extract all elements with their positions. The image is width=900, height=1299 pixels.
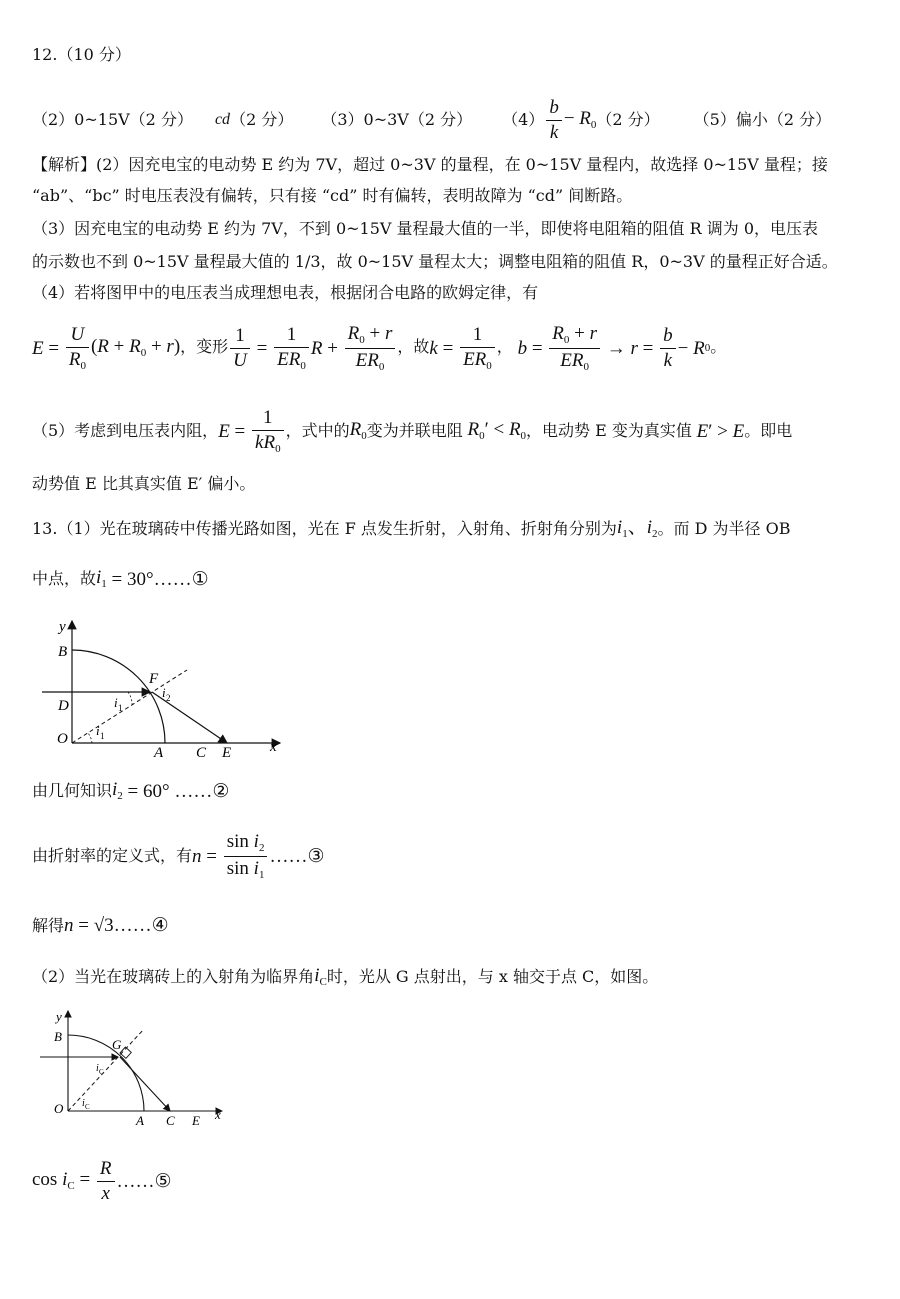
- fig2-label-C: C: [166, 1113, 175, 1128]
- l7-text-c: 变为并联电阻: [366, 421, 463, 441]
- fig2-label-A: A: [136, 1113, 144, 1128]
- q13-text-3a: 由几何知识: [32, 781, 113, 800]
- q13-line-1: 13.（1）光在玻璃砖中传播光路如图，光在 F 点发生折射，入射角、折射角分别为 $i_1$、$i_2$ 。而 D 为半径 OB: [32, 517, 791, 540]
- analysis-line-7: （5）考虑到电压表内阻， E = $\frac{1}{kR_0}$ ，式中的 $R_0$ 变为并联电阻 $R_0' < R_0$ ，电动势 E 变为真实值 E′ > E 。即电: [32, 407, 793, 455]
- fig1-label-E: E: [222, 745, 232, 760]
- q13-line-7: $\cos i_C$ = $\frac{R}{x}$ ……⑤: [32, 1158, 172, 1204]
- answer-3: （3）0~3V（2 分）: [321, 110, 473, 130]
- q13-text-1b: 。而 D 为半径 OB: [657, 519, 791, 538]
- svg-text:i: i: [96, 1063, 99, 1074]
- q13-text-7b: ……⑤: [116, 1170, 172, 1192]
- figure-1-light-path: [32, 615, 292, 760]
- fig1-label-F: F: [149, 671, 159, 687]
- q13-line-3: 由几何知识 $i_2$ = 60° ……②: [32, 779, 230, 802]
- fig1-label-i1-upper: i: [114, 695, 118, 710]
- q13-line-4: 由折射率的定义式，有 n = $\frac{\sin i_2}{\sin i_1}$ ……③: [32, 831, 325, 881]
- svg-text:2: 2: [166, 693, 171, 703]
- l7-text-e: 。即电: [744, 421, 793, 441]
- answer-2-score: （2 分）: [230, 110, 294, 130]
- answer-2: （2）0~15V（2 分）: [32, 110, 193, 130]
- l7-text-d: ，电动势 E 变为真实值: [526, 421, 692, 441]
- fig2-label-O: O: [54, 1101, 64, 1116]
- q13-text-6b: 时，光从 G 点射出，与 x 轴交于点 C，如图。: [326, 967, 659, 986]
- analysis-line-2: “ab”、“bc” 时电压表没有偏转，只有接 “cd” 时有偏转，表明故障为 “cd” 间断路。: [32, 186, 633, 205]
- eq-text-1: ，变形: [180, 339, 229, 357]
- q13-text-4b: ……③: [269, 845, 325, 867]
- fig1-label-C: C: [196, 745, 207, 760]
- fig2-label-x: x: [215, 1107, 221, 1122]
- analysis-line-8: 动势值 E 比其真实值 E′ 偏小。: [32, 474, 256, 493]
- answer-5: （5）偏小（2 分）: [693, 110, 832, 130]
- fig1-label-D: D: [58, 698, 69, 714]
- fig1-label-B: B: [58, 644, 68, 660]
- answer-4-minus-r0: − $R_0$: [563, 108, 597, 132]
- svg-text:i: i: [82, 1098, 85, 1109]
- l7-text-a: （5）考虑到电压表内阻，: [32, 421, 219, 441]
- answer-2-var: cd: [214, 111, 231, 129]
- q13-text-3b: = 60° ……②: [127, 780, 230, 802]
- q13-text-2a: 中点，故: [32, 569, 97, 588]
- q13-text-5a: 解得: [32, 915, 65, 935]
- answer-4-score: （2 分）: [596, 110, 660, 130]
- fig1-label-y: y: [59, 619, 66, 635]
- analysis-line-1: 【解析】(2）因充电宝的电动势 E 约为 7V，超过 0~3V 的量程，在 0~15V 量程内，故选择 0~15V 量程；接: [32, 155, 828, 174]
- q13-text-5b: ……④: [113, 915, 169, 936]
- answer-4-formula: $\frac{b}{k}$: [546, 96, 562, 145]
- fig2-label-y: y: [56, 1009, 62, 1024]
- analysis-line-5: （4）若将图甲中的电压表当成理想电表，根据闭合电路的欧姆定律，有: [32, 283, 539, 302]
- q13-line-6: （2）当光在玻璃砖上的入射角为临界角 $i_C$ 时，光从 G 点射出，与 x 轴交于点 C，如图。: [32, 965, 659, 988]
- q12-answer-row: [32, 96, 831, 145]
- q13-line-5: 解得 n = √3 ……④: [32, 915, 169, 936]
- fig2-label-G: G: [112, 1037, 122, 1052]
- q13-text-1a: 13.（1）光在玻璃砖中传播光路如图，光在 F 点发生折射，入射角、折射角分别为: [32, 519, 617, 538]
- q13-line-2: 中点，故 $i_1$ = 30°……①: [32, 567, 209, 590]
- analysis-line-3: （3）因充电宝的电动势 E 约为 7V，不到 0~15V 量程最大值的一半，即使将电阻箱的阻值 R 调为 0，电压表: [32, 219, 819, 238]
- fig1-label-i2: i: [162, 685, 166, 700]
- svg-text:1: 1: [118, 703, 123, 713]
- answer-4-label: （4）: [502, 110, 545, 130]
- ohm-equation-line: E = $\frac{U}{R_0}$ $(R + R_0 + r)$ ，变形 $\frac{1}{U}$ = $\frac{1}{ER_0}$ R + $\frac{R_0 + r}{ER_0}$ ，故 k = $\frac{1}{ER_0}$ ， b = $\frac{R_0 + r}{ER_0}$ → r = $\frac{b}{k}$ − R 0 。: [32, 323, 727, 373]
- eq-end: 。: [710, 339, 727, 357]
- eq-text-2: ，故: [397, 339, 430, 357]
- fig2-label-B: B: [54, 1029, 62, 1044]
- figure-2-critical-angle: [32, 1005, 232, 1130]
- fig1-label-A: A: [154, 745, 164, 760]
- q13-text-6a: （2）当光在玻璃砖上的入射角为临界角: [32, 967, 315, 986]
- analysis-line-4: 的示数也不到 0~15V 量程最大值的 1/3，故 0~15V 量程太大；调整电阻箱的阻值 R，0~3V 的量程正好合适。: [32, 252, 838, 271]
- svg-text:C: C: [99, 1068, 104, 1076]
- fig2-label-E: E: [192, 1113, 200, 1128]
- q12-header: 12.（10 分）: [32, 45, 131, 64]
- fig1-label-x: x: [270, 739, 277, 755]
- q13-text-4a: 由折射率的定义式，有: [32, 846, 193, 866]
- svg-text:C: C: [85, 1103, 90, 1111]
- svg-text:1: 1: [100, 731, 105, 741]
- q13-text-2b: = 30°……①: [111, 568, 209, 590]
- fig1-label-O: O: [57, 731, 68, 747]
- l7-text-b: ，式中的: [285, 421, 350, 441]
- fig1-label-i1-lower: i: [96, 723, 100, 738]
- eq-text-3: ，: [496, 339, 513, 357]
